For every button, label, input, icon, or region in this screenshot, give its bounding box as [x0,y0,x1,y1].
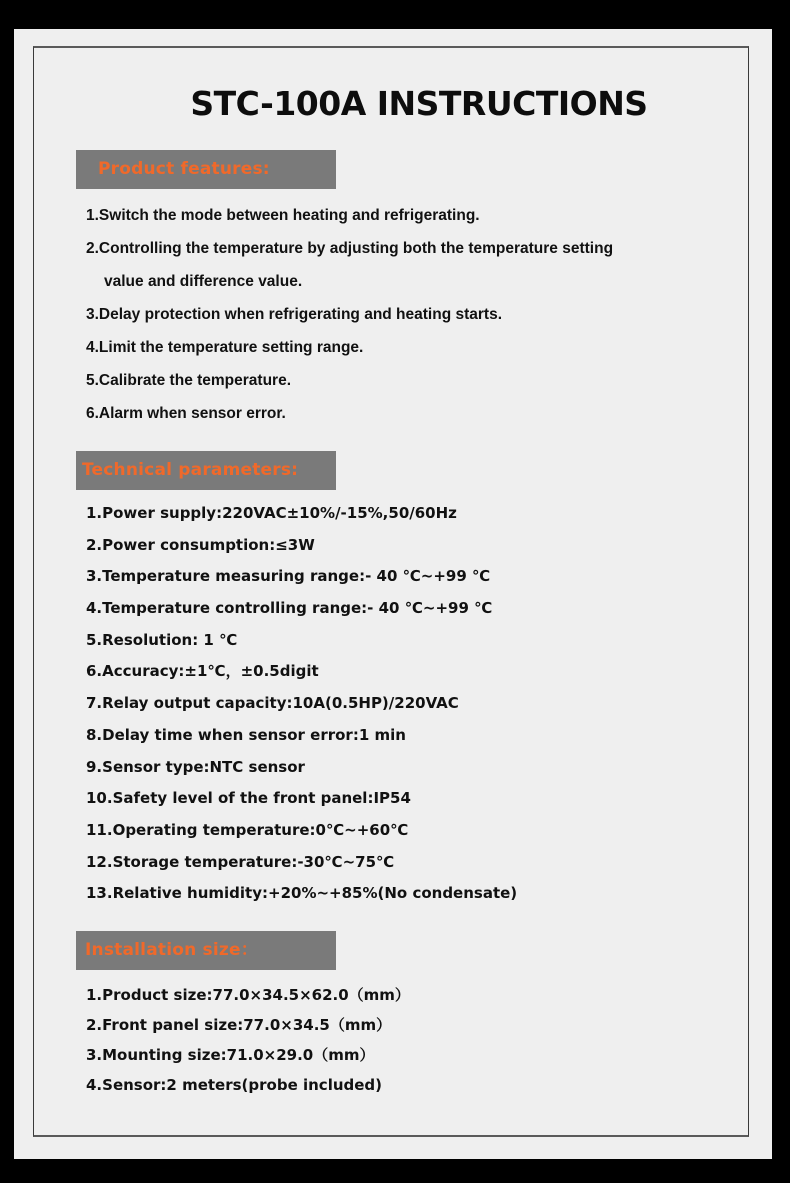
list-item: 2.Controlling the temperature by adjusting both the temperature setting [86,240,614,257]
list-item: 1.Power supply:220VAC±10%/-15%,50/60Hz [86,504,457,522]
list-item: 3.Temperature measuring range:- 40 ℃~+99 ℃ [86,567,491,586]
section-heading-technical: Technical parameters: [82,460,299,480]
technical-list [86,498,517,910]
list-item: 6.Alarm when sensor error. [86,405,286,422]
section-header-installation [76,931,336,970]
list-item: 4.Temperature controlling range:- 40 ℃~+99 ℃ [86,599,493,618]
list-item: 5.Resolution: 1 ℃ [86,630,238,649]
list-item: 13.Relative humidity:+20%~+85%(No condensate) [86,884,518,903]
list-item: 4.Limit the temperature setting range. [86,339,364,356]
list-item: 1.Switch the mode between heating and refrigerating. [86,207,480,224]
features-list [86,199,613,430]
list-item: 6.Accuracy:±1℃，±0.5digit [86,662,319,681]
list-item: 2.Power consumption:≤3W [86,535,315,554]
page-title: STC-100A INSTRUCTIONS [190,84,648,123]
section-header-technical [76,451,336,490]
list-item: 5.Calibrate the temperature. [86,372,292,389]
list-item: 12.Storage temperature:-30℃~75℃ [86,852,395,871]
list-item: 7.Relay output capacity:10A(0.5HP)/220VAC [86,694,459,713]
list-item-continuation: value and difference value. [104,273,303,290]
list-item: 3.Delay protection when refrigerating and heating starts. [86,306,503,323]
section-heading-features: Product features: [98,159,270,179]
list-item: 1.Product size:77.0×34.5×62.0（mm） [86,986,410,1004]
list-item: 3.Mounting size:71.0×29.0（mm） [86,1046,375,1064]
installation-list [86,980,410,1100]
list-item: 8.Delay time when sensor error:1 min [86,725,406,744]
section-header-features [76,150,336,189]
list-item: 11.Operating temperature:0℃~+60℃ [86,820,409,839]
list-item: 4.Sensor:2 meters(probe included) [86,1076,383,1094]
list-item: 10.Safety level of the front panel:IP54 [86,789,411,808]
list-item: 2.Front panel size:77.0×34.5（mm） [86,1016,392,1034]
section-heading-installation: Installation size： [85,940,258,960]
list-item: 9.Sensor type:NTC sensor [86,757,305,776]
